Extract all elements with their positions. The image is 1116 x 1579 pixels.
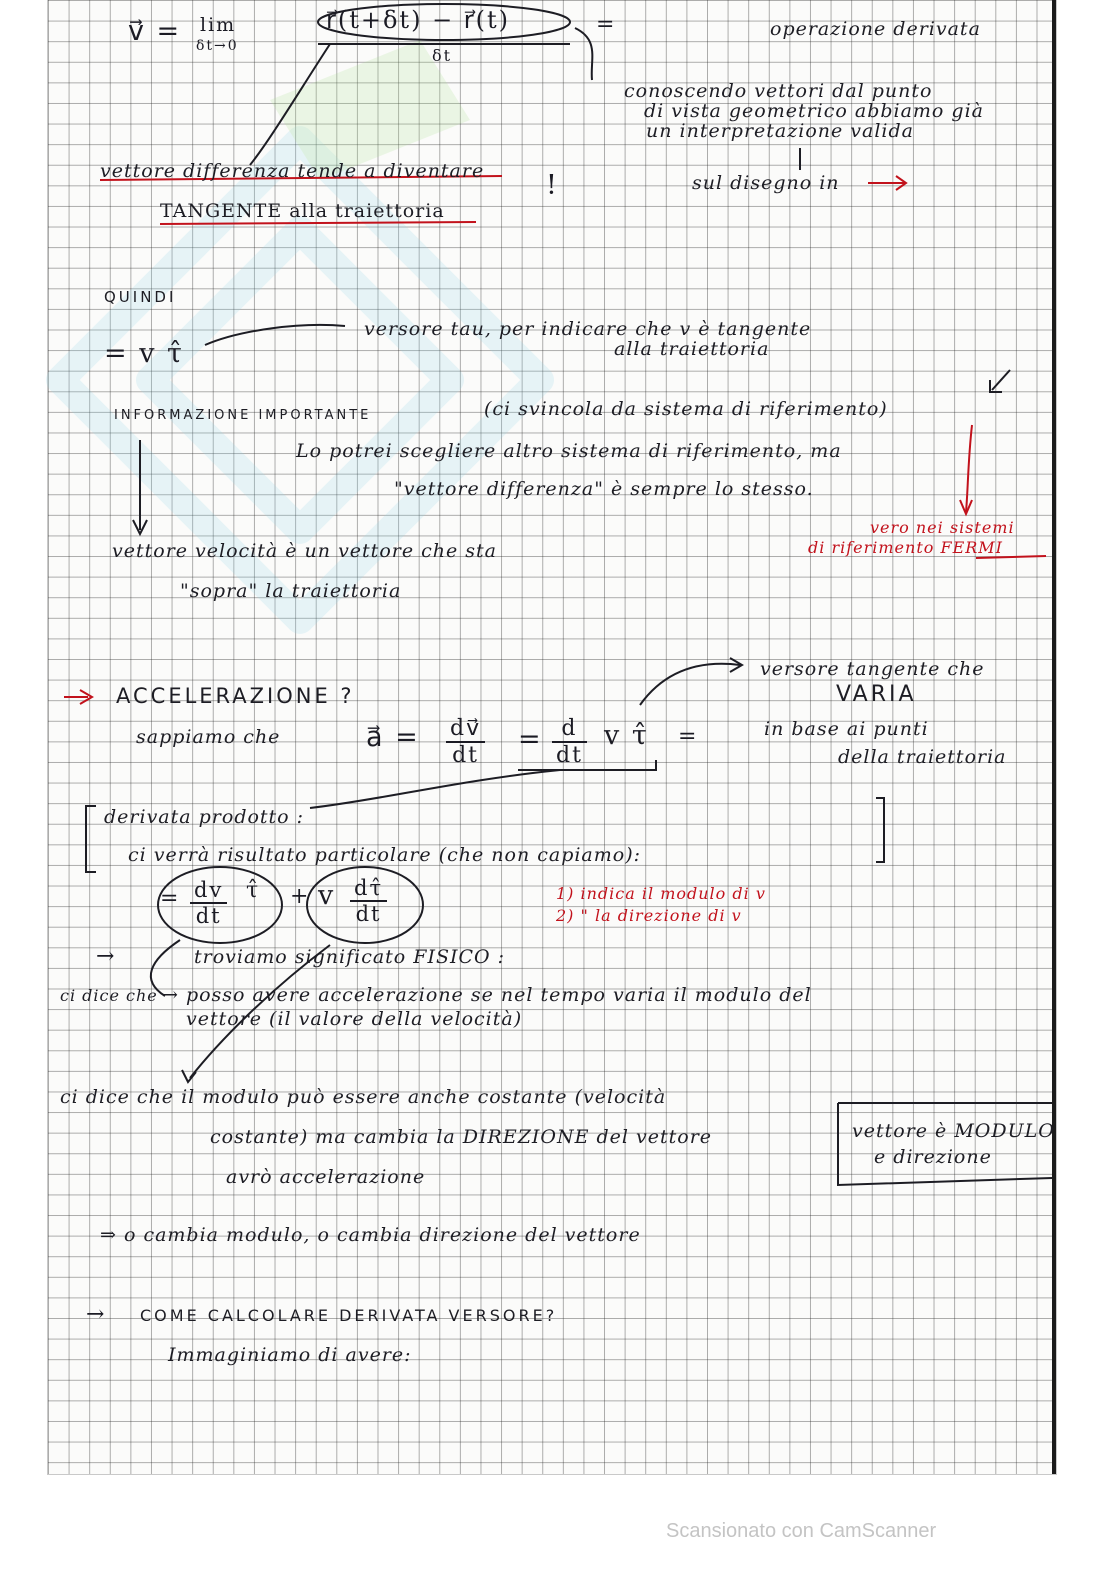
eq1-equals: = (596, 12, 617, 37)
meaning-line5: avrò accelerazione (226, 1166, 426, 1188)
important-info-label: INFORMAZIONE IMPORTANTE (114, 408, 372, 423)
drawing-note: sul disegno in (692, 172, 840, 194)
product-equals: = (160, 886, 181, 911)
dtau-dt-term (350, 876, 387, 926)
meaning-line2: vettore (il valore della velocità) (186, 1008, 523, 1030)
term1-numerator: dv (190, 878, 227, 904)
versor-note-line4: della traiettoria (838, 746, 1007, 768)
geo-note-line1: conoscendo vettori dal punto (624, 80, 933, 102)
exclamation-mark: ! (546, 170, 559, 201)
vector-box-line2: e direzione (874, 1146, 992, 1168)
velocity-line1: vettore velocità è un vettore che sta (112, 540, 497, 562)
product-derivative-label: derivata prodotto : (104, 806, 305, 828)
accel-symbol: a⃗ = (366, 722, 420, 753)
geo-note-line3: un interpretazione valida (646, 120, 914, 142)
velocity-line2: "sopra" la traiettoria (180, 580, 402, 602)
sappiamo-che: sappiamo che (136, 726, 281, 748)
v-coefficient: v (318, 880, 336, 911)
info-line2: Lo potrei scegliere altro sistema di riferimento, ma (296, 440, 842, 462)
meaning-line3: ci dice che il modulo può essere anche costante (velocità (60, 1086, 667, 1108)
versor-note-line3: in base ai punti (764, 718, 929, 740)
camscanner-footer: Scansionato con CamScanner (666, 1520, 937, 1542)
dv-dt-fraction (446, 716, 485, 768)
ci-dice-che-1: ci dice che (60, 986, 158, 1005)
dv-numerator: dv⃗ (446, 716, 485, 743)
tangent-line2: TANGENTE alla traiettoria (160, 200, 445, 222)
term1-denominator: dt (195, 904, 222, 928)
dt-denominator: dt (452, 743, 480, 768)
meaning-line1: → posso avere accelerazione se nel tempo varia il modulo del (162, 984, 812, 1006)
lim-subscript: δt→0 (196, 38, 239, 54)
derivative-operation-note: operazione derivata (770, 18, 981, 40)
tau-hat-term: τ̂ (246, 878, 261, 903)
vector-box-line1: vettore è MODULO (852, 1120, 1055, 1142)
red-note-line1: vero nei sistemi (870, 518, 1015, 537)
dv-dt-term (190, 878, 227, 928)
velocity-tau-formula: = v τ̂ (104, 338, 184, 369)
tau-explanation-cont: alla traiettoria (614, 338, 770, 360)
tangent-line1: vettore differenza tende a diventare (100, 160, 485, 182)
important-info-note: (ci svincola da sistema di riferimento) (484, 398, 888, 420)
v-tau-term: v τ̂ (604, 720, 649, 751)
velocity-symbol: v⃗ = (128, 16, 182, 47)
dt-operator-denominator: dt (556, 743, 583, 768)
varia-label: VARIA (836, 682, 917, 707)
d-numerator: d (552, 716, 587, 743)
accel-equals: = (518, 724, 543, 755)
info-line3: "vettore differenza" è sempre lo stesso. (394, 478, 814, 500)
red-note-line2: di riferimento FERMI (808, 538, 1003, 557)
product-derivative-note: ci verrà risultato particolare (che non capiamo): (128, 844, 642, 866)
immaginiamo-line: Immaginiamo di avere: (168, 1344, 412, 1366)
meaning-arrow: → (96, 944, 117, 969)
meaning-line4: costante) ma cambia la DIREZIONE del vettore (210, 1126, 713, 1148)
versor-derivative-question: COME CALCOLARE DERIVATA VERSORE? (140, 1306, 558, 1325)
plus-sign: + (290, 884, 311, 909)
geo-note-line2: di vista geometrico abbiamo già (644, 100, 984, 122)
term2-numerator: dτ̂ (350, 876, 387, 902)
eq1-denominator: δt (432, 46, 453, 65)
product-note-1: 1) indica il modulo di v (556, 884, 766, 903)
quindi-label: QUINDI (104, 288, 177, 306)
versor-note-line1: versore tangente che (760, 658, 985, 680)
term2-denominator: dt (355, 902, 382, 926)
tau-explanation: versore tau, per indicare che v è tangente (364, 318, 812, 340)
lim-label: lim (200, 14, 237, 36)
conclusion-arrow: → (86, 1302, 107, 1327)
product-note-2: 2) " la direzione di v (556, 906, 742, 925)
d-dt-operator (552, 716, 587, 768)
conclusion-line1: ⇒ o cambia modulo, o cambia direzione del vettore (100, 1224, 641, 1246)
acceleration-title: ACCELERAZIONE ? (116, 684, 355, 708)
meaning-title: troviamo significato FISICO : (194, 946, 506, 968)
accel-equals-2: = (678, 724, 699, 749)
eq1-numerator: r⃗(t+δt) − r⃗(t) (326, 6, 511, 34)
